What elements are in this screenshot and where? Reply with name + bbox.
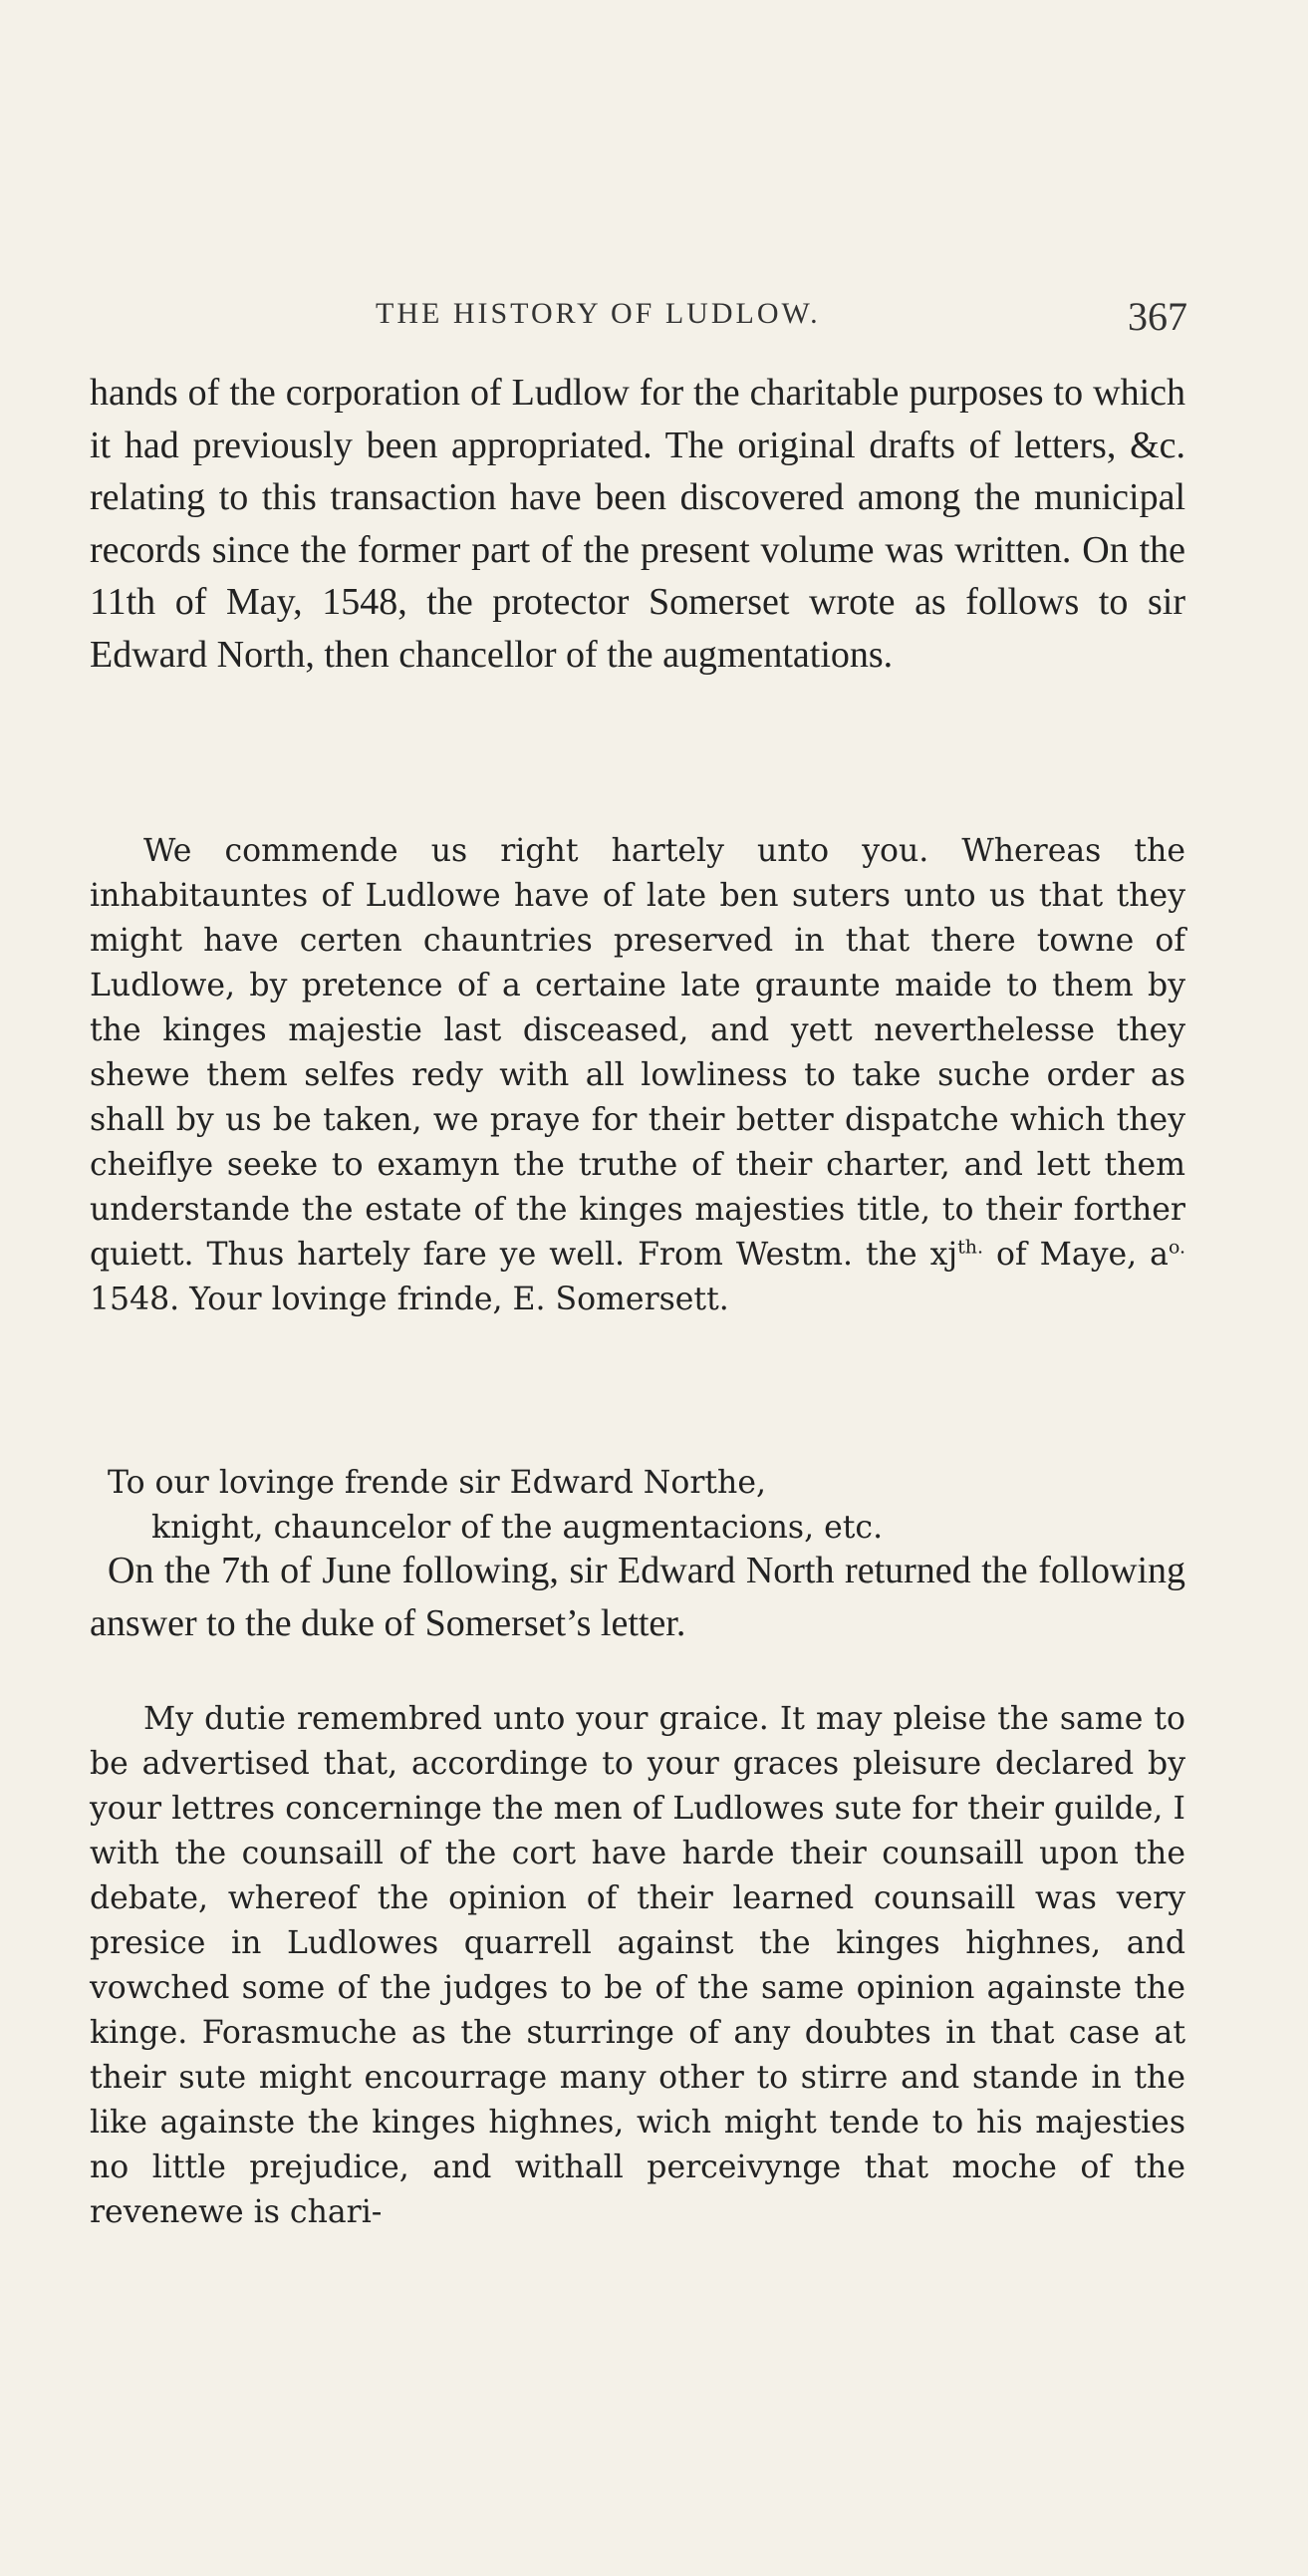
north-letter — [90, 1697, 1185, 2235]
letter1-body: We commende us right hartely unto you. Whereas the inhabitauntes of Ludlowe have of late ben suters unto us that they might have certen chauntries preserved in that there towne of Ludlowe, by pretence of a certaine late graunte maide to them by the kinges majestie last disceased, and yett neverthelesse they shewe them selfes redy with all lowliness to take suche order as shall by us be taken, we praye for their better dispatche which they cheiflye seeke to examyn the truthe of their charter, and lett them understande the estate of the kinges majesties title, to their forther quiett. Thus hartely fare ye well. From Westm. the xj — [90, 833, 1185, 1273]
bridge-paragraph — [90, 1545, 1185, 1650]
north-letter-text: My dutie remembred unto your graice. It may pleise the same to be advertised that, accordinge to your graces pleisure declared by your lettres concerninge the men of Ludlowes sute for their guilde, I with the counsaill of the cort have harde their counsaill upon the debate, whereof the opinion of their learned counsaill was very presice in Ludlowes quarrell against the kinges highnes, and vowched some of the judges to be of the same opinion againste the kinge. Forasmuche as the sturringe of any doubtes in that case at their sute might encourrage many other to stirre and stande in the like againste the kinges highnes, wich might tende to his majesties no little prejudice, and withall perceivynge that moche of the revenewe is chari- — [90, 1701, 1185, 2230]
page-number: 367 — [1128, 294, 1187, 339]
letter1-body-b: of Maye, a — [982, 1237, 1169, 1273]
ordinal-th: th. — [957, 1236, 983, 1259]
running-head: THE HISTORY OF LUDLOW. — [376, 297, 821, 330]
address-line-2: knight, chauncelor of the augmentacions, etc. — [151, 1510, 884, 1546]
letter1-body-c: 1548. Your lovinge frinde, E. Somersett. — [90, 1282, 729, 1317]
intro-text: hands of the corporation of Ludlow for the charitable purposes to which it had previously been appropriated. The original drafts of letters, &c. relating to this transaction have been discovered among the municipal records since the former part of the present volume was written. On the 11th of May, 1548, the protector Somerset wrote as follows to sir Edward North, then chancellor of the augmentations. — [90, 372, 1185, 676]
bridge-text: On the 7th of June following, sir Edward North returned the following answer to the duke of Somerset’s letter. — [90, 1550, 1185, 1644]
page-header — [376, 294, 1187, 339]
intro-paragraph — [90, 367, 1185, 681]
somerset-letter — [90, 829, 1185, 1322]
somerset-letter-text — [90, 829, 1185, 1322]
ordinal-o: o. — [1168, 1236, 1185, 1259]
address-line-1: To our lovinge frende sir Edward Northe, — [108, 1465, 766, 1501]
letter-address — [108, 1461, 1183, 1551]
